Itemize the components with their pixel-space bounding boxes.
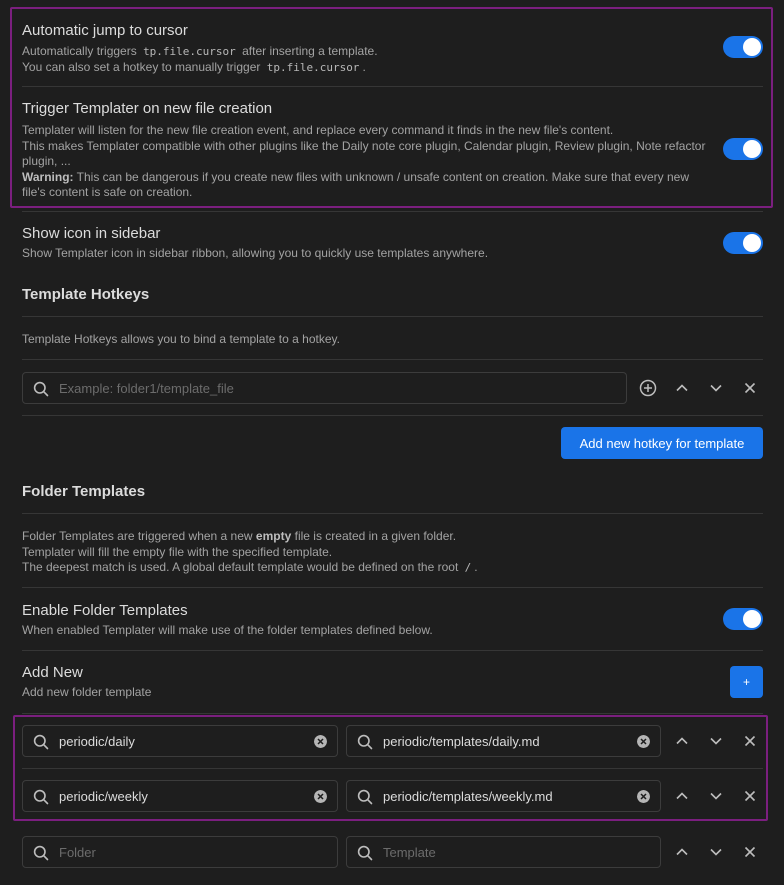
template-input[interactable] xyxy=(346,725,661,757)
folder-placeholder: Folder xyxy=(59,844,96,860)
add-folder-template-button[interactable]: + xyxy=(730,666,763,698)
desc-text: The deepest match is used. A global default template would be defined on the root xyxy=(22,560,459,574)
enable-folder-templates-toggle[interactable] xyxy=(723,608,763,630)
close-icon[interactable] xyxy=(741,732,759,750)
setting-auto-jump xyxy=(22,21,763,75)
search-icon xyxy=(357,734,373,750)
setting-description xyxy=(22,44,763,75)
setting-description xyxy=(22,123,712,201)
toggle-knob xyxy=(743,234,761,252)
desc-text: . xyxy=(474,560,478,574)
search-placeholder: Example: folder1/template_file xyxy=(59,380,234,396)
template-placeholder: Template xyxy=(383,844,436,860)
divider xyxy=(22,768,763,769)
hotkey-template-search-input[interactable] xyxy=(22,372,627,404)
setting-title: Enable Folder Templates xyxy=(22,602,188,619)
setting-show-icon xyxy=(22,224,712,262)
divider xyxy=(22,211,763,212)
setting-title: Add New xyxy=(22,664,83,681)
desc-text: Automatically triggers xyxy=(22,44,137,58)
folder-input[interactable] xyxy=(22,725,338,757)
folder-input[interactable] xyxy=(22,780,338,812)
desc-text: Folder Templates are triggered when a new xyxy=(22,529,253,543)
search-icon xyxy=(33,789,49,805)
chevron-up-icon[interactable] xyxy=(673,787,691,805)
search-icon xyxy=(33,734,49,750)
setting-title: Automatic jump to cursor xyxy=(22,22,188,39)
toggle-knob xyxy=(743,38,761,56)
search-icon xyxy=(33,381,49,397)
divider xyxy=(22,587,763,588)
divider xyxy=(22,86,763,87)
close-icon[interactable] xyxy=(741,379,759,397)
add-hotkey-button[interactable]: Add new hotkey for template xyxy=(561,427,763,459)
trigger-new-file-toggle[interactable] xyxy=(723,138,763,160)
setting-add-new xyxy=(22,663,712,701)
auto-jump-toggle[interactable] xyxy=(723,36,763,58)
chevron-down-icon[interactable] xyxy=(707,379,725,397)
divider xyxy=(22,316,763,317)
folder-templates-description xyxy=(22,529,478,576)
clear-icon[interactable] xyxy=(314,790,327,803)
desc-text: after inserting a template. xyxy=(242,44,378,58)
divider xyxy=(22,359,763,360)
desc-code: tp.file.cursor xyxy=(143,45,236,58)
template-value: periodic/templates/daily.md xyxy=(383,733,540,749)
divider xyxy=(22,713,763,714)
template-hotkeys-description: Template Hotkeys allows you to bind a template to a hotkey. xyxy=(22,332,340,346)
folder-value: periodic/daily xyxy=(59,733,135,749)
divider xyxy=(22,513,763,514)
setting-trigger-new-file xyxy=(22,99,712,201)
setting-title: Show icon in sidebar xyxy=(22,225,161,242)
search-icon xyxy=(357,845,373,861)
chevron-up-icon[interactable] xyxy=(673,379,691,397)
desc-text: You can also set a hotkey to manually trigger xyxy=(22,59,261,74)
folder-templates-heading: Folder Templates xyxy=(22,483,146,500)
show-icon-toggle[interactable] xyxy=(723,232,763,254)
search-icon xyxy=(357,789,373,805)
setting-description: Show Templater icon in sidebar ribbon, allowing you to quickly use templates anywhere. xyxy=(22,246,489,260)
new-folder-input[interactable] xyxy=(22,836,338,868)
search-icon xyxy=(33,845,49,861)
clear-icon[interactable] xyxy=(637,790,650,803)
warning-text: This can be dangerous if you create new files with unknown / unsafe content on creation. Make sure that every new file's content is safe on creation. xyxy=(22,169,690,199)
desc-code: tp.file.cursor xyxy=(266,60,360,74)
toggle-knob xyxy=(743,610,761,628)
template-input[interactable] xyxy=(346,780,661,812)
desc-bold: empty xyxy=(255,529,292,543)
folder-value: periodic/weekly xyxy=(59,788,148,804)
divider xyxy=(22,650,763,651)
desc-text: Templater will fill the empty file with the specified template. xyxy=(22,544,333,559)
chevron-up-icon[interactable] xyxy=(673,732,691,750)
chevron-down-icon[interactable] xyxy=(707,732,725,750)
chevron-down-icon[interactable] xyxy=(707,787,725,805)
chevron-up-icon[interactable] xyxy=(673,843,691,861)
desc-text: file is created in a given folder. xyxy=(294,529,457,543)
warning-label: Warning: xyxy=(22,169,74,184)
divider xyxy=(22,415,763,416)
setting-title: Trigger Templater on new file creation xyxy=(22,100,273,117)
chevron-down-icon[interactable] xyxy=(707,843,725,861)
desc-text: . xyxy=(362,59,366,74)
clear-icon[interactable] xyxy=(314,735,327,748)
toggle-knob xyxy=(743,140,761,158)
add-circle-icon[interactable] xyxy=(639,379,657,397)
setting-description: When enabled Templater will make use of the folder templates defined below. xyxy=(22,623,433,637)
desc-text: This makes Templater compatible with other plugins like the Daily note core plugin, Calendar plugin, Review plugin, Note refactor plugin, ... xyxy=(22,138,706,168)
clear-icon[interactable] xyxy=(637,735,650,748)
close-icon[interactable] xyxy=(741,843,759,861)
template-hotkeys-heading: Template Hotkeys xyxy=(22,286,150,303)
new-template-input[interactable] xyxy=(346,836,661,868)
template-value: periodic/templates/weekly.md xyxy=(383,788,553,804)
desc-code: / xyxy=(464,561,472,574)
desc-text: Templater will listen for the new file creation event, and replace every command it finds in the new file's content. xyxy=(22,123,614,137)
setting-enable-folder-templates xyxy=(22,601,712,639)
close-icon[interactable] xyxy=(741,787,759,805)
setting-description: Add new folder template xyxy=(22,685,152,699)
